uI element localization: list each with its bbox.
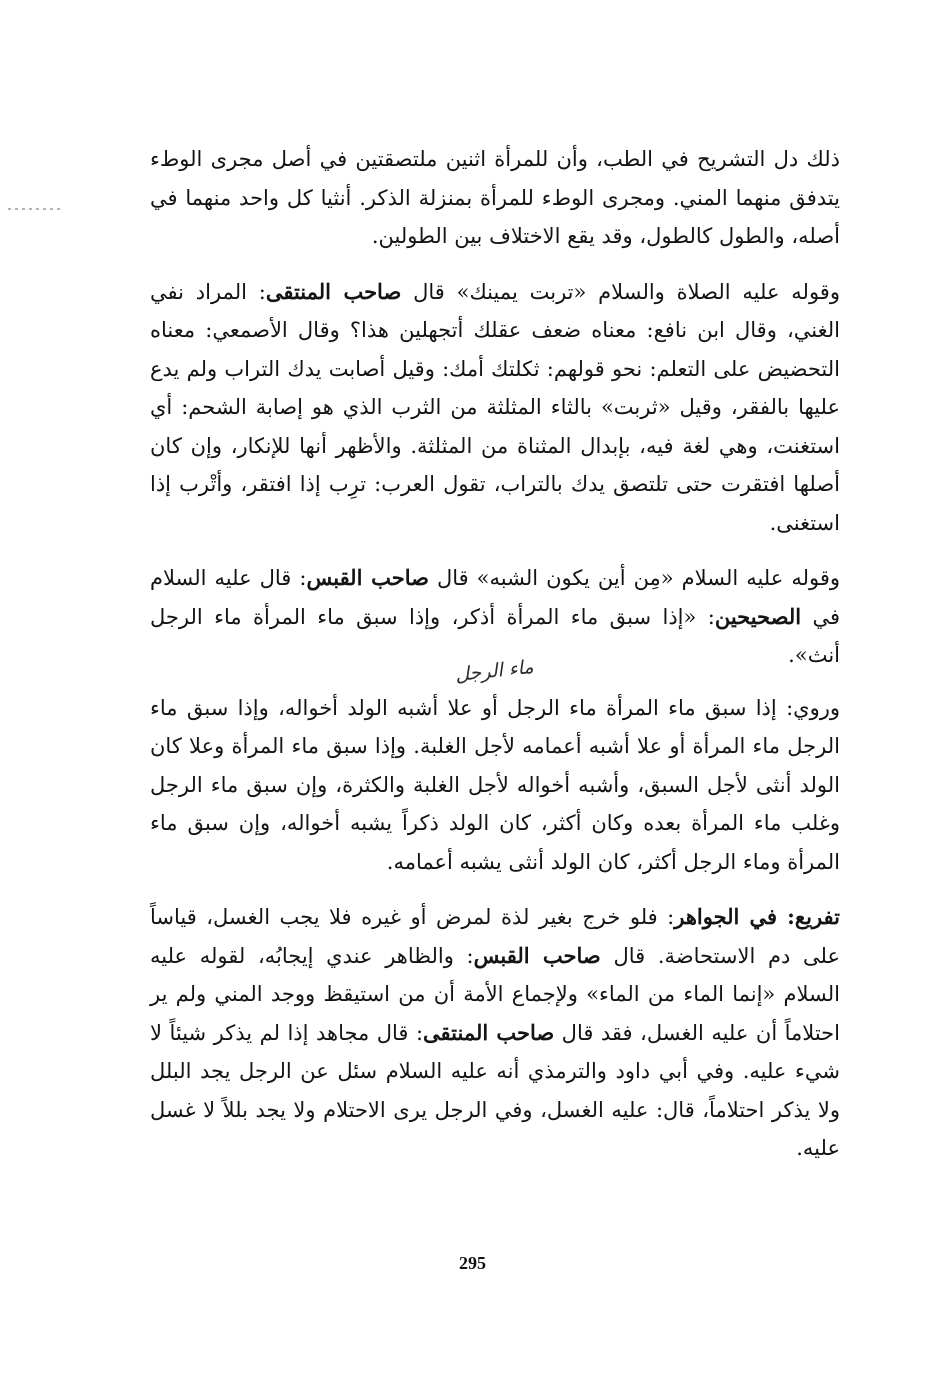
paragraph-3-post: : «إذا سبق ماء المرأة أذكر، وإذا سبق ماء المرأة ماء الرجل أنث». xyxy=(150,604,840,667)
paragraph-5-source-2: صاحب المنتقى xyxy=(423,1019,555,1045)
paragraph-3-mid: : قال عليه السلام في xyxy=(150,566,841,629)
paragraph-2-post: : المراد نفي الغني، وقال ابن نافع: معناه ضعف عقلك أتجهلين هذا؟ وقال الأصمعي: معناه التحضيض على التعلم: نحو قولهم: ثكلتك أمك: وقيل أصابت يدك التراب ولم يدع عليها بالفقر، وقيل «ثربت» بالثاء المثلثة من الثرب الذي هو إصابة الشحم: أي استغنت، وهي لغة فيه، بإبدال المثناة من المثلثة. والأظهر أنها للإنكار، وإن كان أصلها افتقرت حتى تلتصق يدك بالتراب، تقول العرب: ترِب إذا افتقر، وأتْرب إذا استغنى. xyxy=(150,279,840,535)
paragraph-2-source: صاحب المنتقى xyxy=(265,278,402,304)
paragraph-3-source-2: الصحيحين xyxy=(714,603,802,629)
paragraph-5-pre: : فلو خرج بغير لذة لمرض أو غيره فلا يجب الغسل، قياساً على دم الاستحاضة. قال xyxy=(150,905,840,968)
paragraph-4-text: وروي: إذا سبق ماء المرأة ماء الرجل أو علا أشبه الولد أخواله، وإذا سبق ماء الرجل ماء المرأة أو علا أشبه أعمامه لأجل الغلبة. وإذا سبق ماء المرأة وعلا كان الولد أنثى لأجل السبق، وأشبه أخواله لأجل الغلبة والكثرة، وإن سبق ماء الرجل وغلب ماء المرأة بعده وكان أكثر، كان الولد ذكراً يشبه أخواله، وإن سبق ماء المرأة وماء الرجل أكثر، كان الولد أنثى يشبه أعمامه. xyxy=(150,695,840,874)
paragraph-3 xyxy=(150,559,840,675)
paragraph-5-source: صاحب القبس xyxy=(473,942,601,968)
paragraph-5 xyxy=(150,898,840,1168)
paragraph-2-pre: وقوله عليه الصلاة والسلام «تربت يمينك» قال xyxy=(401,279,840,304)
margin-mark xyxy=(8,208,60,210)
paragraph-1-text: ذلك دل التشريح في الطب، وأن للمرأة اثنين ملتصقتين في أصل مجرى الوطء يتدفق منهما المني. ومجرى الوطء للمرأة بمنزلة الذكر. أنثيا كل واحد منهما في أصله، والطول كالطول، وقد يقع الاختلاف بين الطولين. xyxy=(150,147,840,248)
page-number: 295 xyxy=(459,1253,486,1273)
paragraph-5-post: : قال مجاهد إذا لم يذكر شيئاً لا شيء عليه. وفي أبي داود والترمذي أنه عليه السلام سئل عن الرجل يجد البلل ولا يذكر احتلاماً، قال: عليه الغسل، وفي الرجل يرى الاحتلام ولا يجد بللاً لا غسل عليه. xyxy=(150,1020,840,1160)
paragraph-3-source: صاحب القبس xyxy=(306,565,429,590)
paragraph-2 xyxy=(150,273,840,543)
paragraph-3-pre: وقوله عليه السلام «مِن أين يكون الشبه» قال xyxy=(428,566,841,590)
paragraph-5-mid: : والظاهر عندي إيجابُه، لقوله عليه السلام «إنما الماء من الماء» ولإجماع الأمة أن من استيقظ ووجد المني ولم ير احتلاماً أن عليه الغسل، فقد قال xyxy=(150,943,840,1045)
paragraph-4 xyxy=(150,689,840,882)
handwritten-annotation: ماء الرجل xyxy=(454,655,535,687)
paragraph-5-heading: تفريع: في الجواهر xyxy=(674,904,840,929)
paragraph-1 xyxy=(150,140,840,256)
